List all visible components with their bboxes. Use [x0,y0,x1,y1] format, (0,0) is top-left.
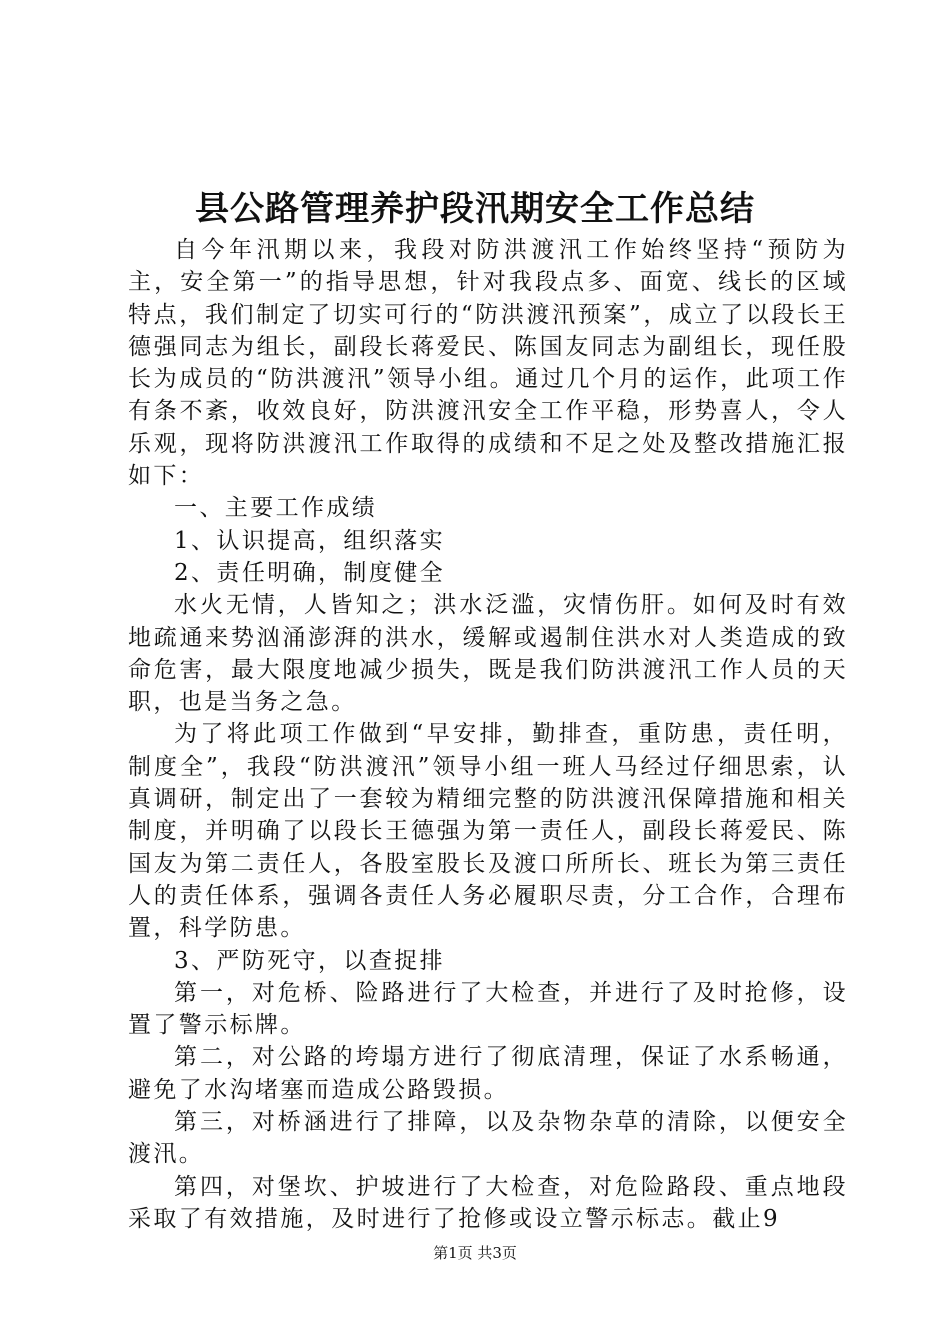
subheading-responsibility: 2、责任明确，制度健全 [174,559,446,586]
paragraph-third-measure: 第三，对桥涵进行了排障，以及杂物杂草的清除，以便安全渡汛。 [128,1109,848,1168]
document-body [128,234,848,1235]
section-heading-main-achievements: 一、主要工作成绩 [174,495,378,522]
document-title: 县公路管理养护段汛期安全工作总结 [195,189,755,229]
paragraph-flood-danger: 水火无情，人皆知之；洪水泛滥，灾情伤肝。如何及时有效地疏通来势汹涌澎湃的洪水，缓解或遏制住洪水对人类造成的致命危害，最大限度地减少损失，既是我们防洪渡汛工作人员的天职，也是当务之急。 [128,592,848,716]
paragraph-fourth-measure: 第四，对堡坎、护坡进行了大检查，对危险路段、重点地段采取了有效措施，及时进行了抢修或设立警示标志。截止9 [128,1173,848,1232]
page-footer: 第1页 共3页 [433,1244,517,1262]
subheading-strict-prevention: 3、严防死守，以查捉排 [174,947,446,974]
paragraph-first-measure: 第一，对危桥、险路进行了大检查，并进行了及时抢修，设置了警示标牌。 [128,979,848,1039]
paragraph-intro: 自今年汛期以来，我段对防洪渡汛工作始终坚持“预防为主，安全第一”的指导思想，针对我段点多、面宽、线长的区域特点，我们制定了切实可行的“防洪渡汛预案”，成立了以段长王德强同志为组长，副段长蒋爱民、陈国友同志为副组长，现任股长为成员的“防洪渡汛”领导小组。通过几个月的运作，此项工作有条不紊，收效良好，防洪渡汛安全工作平稳，形势喜人，令人乐观，现将防洪渡汛工作取得的成绩和不足之处及整改措施汇报如下： [128,237,848,490]
paragraph-second-measure: 第二，对公路的垮塌方进行了彻底清理，保证了水系畅通，避免了水沟堵塞而造成公路毁损。 [128,1044,848,1103]
subheading-awareness: 1、认识提高，组织落实 [174,527,446,554]
paragraph-responsibility-system: 为了将此项工作做到“早安排，勤排查，重防患，责任明，制度全”，我段“防洪渡汛”领导小组一班人马经过仔细思索，认真调研，制定出了一套较为精细完整的防洪渡汛保障措施和相关制度，并明确了以段长王德强为第一责任人，副段长蒋爱民、陈国友为第二责任人，各股室股长及渡口所所长、班长为第三责任人的责任体系，强调各责任人务必履职尽责，分工合作，合理布置，科学防患。 [128,721,848,942]
